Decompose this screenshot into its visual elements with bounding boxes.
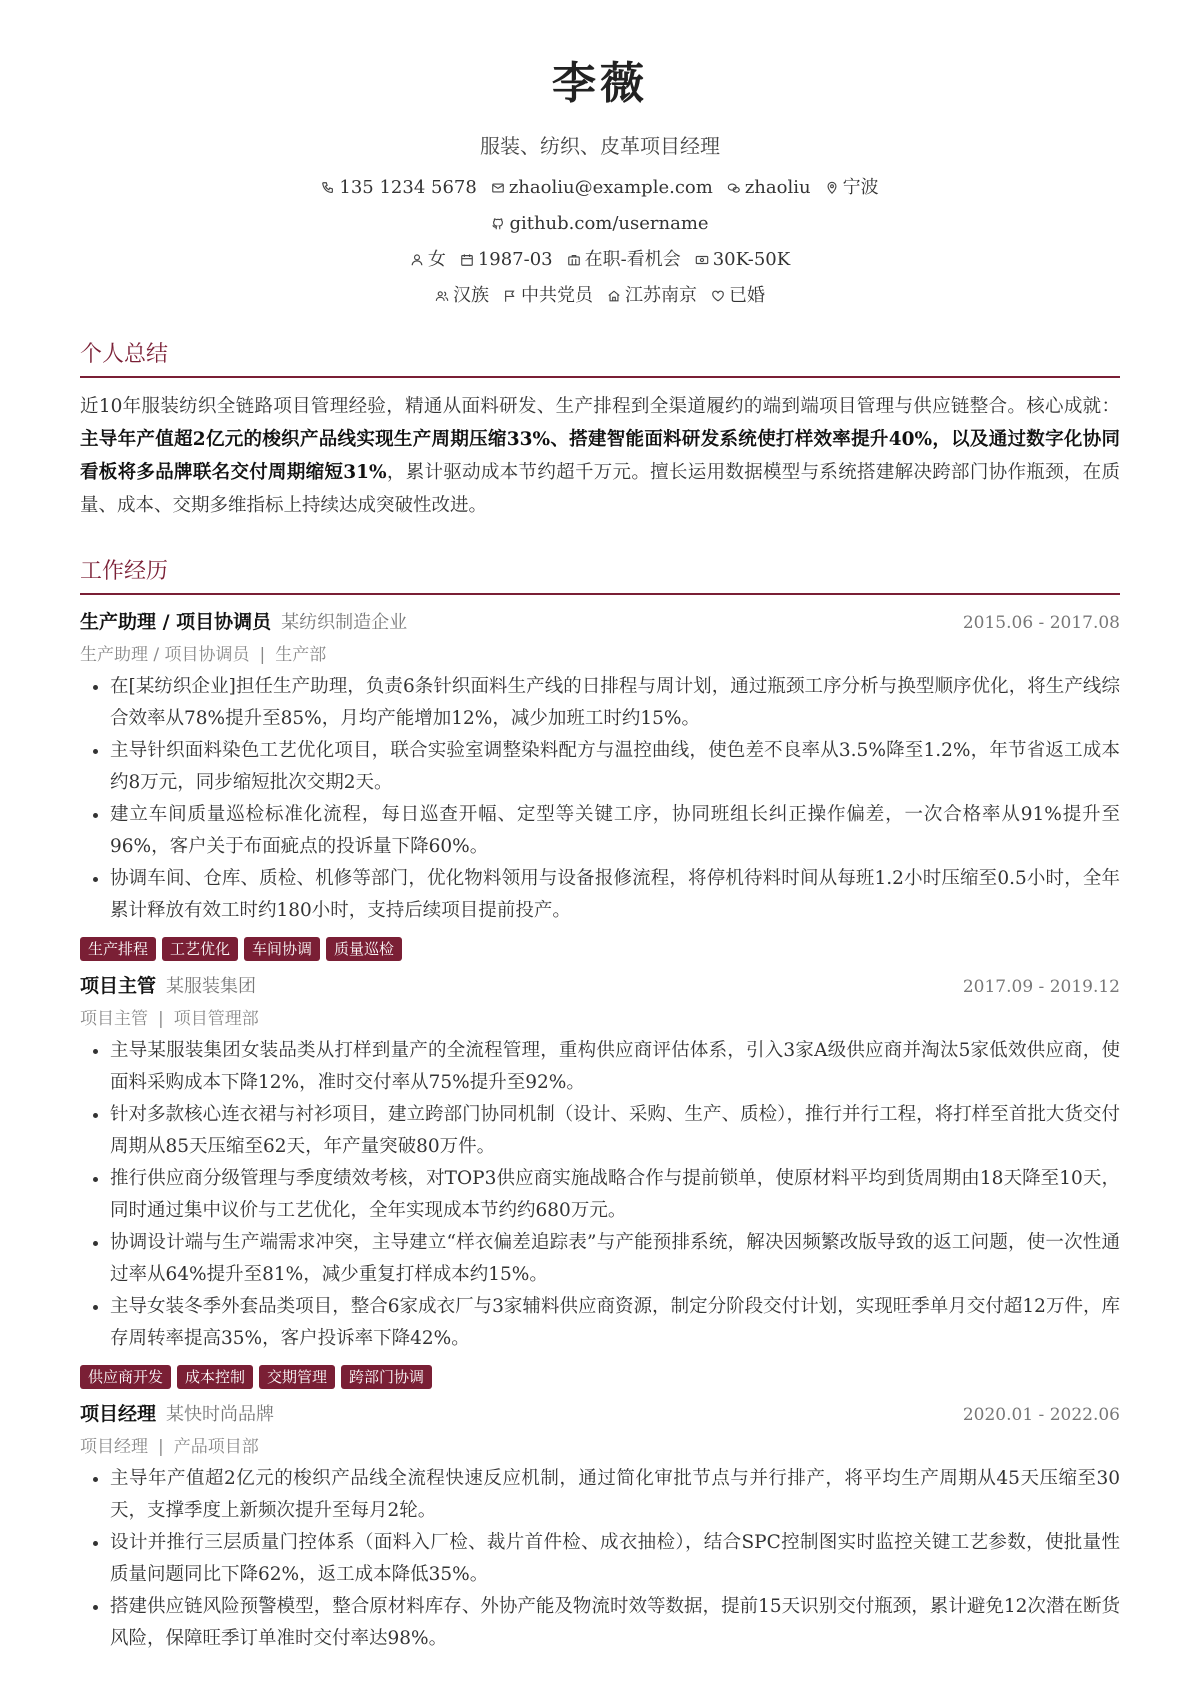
info-politics: 中共党员 [503,283,593,309]
info-ethnicity: 汉族 [435,283,489,309]
people-icon [435,289,449,303]
job-bullets [80,1035,1120,1355]
skill-tag: 质量巡检 [326,937,402,961]
job-entry [80,971,1120,1389]
job-title: 项目经理 [80,1403,157,1426]
job-title: 生产助理 / 项目协调员 [80,611,272,634]
job-role: 项目主管 [80,1009,148,1030]
job-role: 生产助理 / 项目协调员 [80,645,250,666]
skill-tag: 生产排程 [80,937,156,961]
job-bullet: • 主导针织面料染色工艺优化项目，联合实验室调整染料配方与温控曲线，使色差不良率从3.5%降至1.2%，年节省返工成本约8万元，同步缩短批次交期2天。 [110,735,1120,799]
job-list [80,607,1120,1655]
job-bullet: • 针对多款核心连衣裙与衬衫项目，建立跨部门协同机制（设计、采购、生产、质检），推行并行工程，将打样至首批大货交付周期从85天压缩至62天，年产量突破80万件。 [110,1099,1120,1163]
job-bullet: • 建立车间质量巡检标准化流程，每日巡查开幅、定型等关键工序，协同班组长纠正操作偏差，一次合格率从91%提升至96%，客户关于布面疵点的投诉量下降60%。 [110,799,1120,863]
job-role-separator: | [158,1009,164,1030]
job-title: 项目主管 [80,975,157,998]
info-gender: 女 [410,247,446,273]
contact-phone[interactable]: 135 1234 5678 [321,175,476,201]
job-company: 某服装集团 [166,976,257,998]
user-icon [410,253,424,267]
info-marital: 已婚 [711,283,765,309]
job-bullets [80,1463,1120,1655]
briefcase-icon [567,253,581,267]
contact-wechat[interactable]: zhaoliu [727,175,811,201]
job-bullets [80,671,1120,927]
job-bullet: • 搭建供应链风险预警模型，整合原材料库存、外协产能及物流时效等数据，提前15天识别交付瓶颈，累计避免12次潜在断货风险，保障旺季订单准时交付率达98%。 [110,1591,1120,1655]
phone-icon [321,181,335,195]
job-date: 2020.01 - 2022.06 [962,1405,1120,1426]
candidate-name: 李薇 [552,58,648,109]
job-entry [80,607,1120,961]
skill-tag: 交期管理 [259,1365,335,1389]
job-role-line [80,1432,1120,1457]
job-date: 2015.06 - 2017.08 [962,613,1120,634]
section-title-experience: 工作经历 [80,554,1120,595]
flag-icon [503,289,517,303]
mail-icon [491,181,505,195]
skill-tag: 跨部门协调 [341,1365,432,1389]
job-role-separator: | [158,1437,164,1458]
job-target: 服装、纺织、皮革项目经理 [480,134,720,159]
personal-line [80,247,1120,273]
skill-tag: 车间协调 [244,937,320,961]
info-hometown: 江苏南京 [607,283,697,309]
skill-tag: 成本控制 [177,1365,253,1389]
money-icon [695,253,709,267]
job-tags [80,1365,1120,1389]
info-birth: 1987-03 [460,247,553,273]
job-bullet: • 推行供应商分级管理与季度绩效考核，对TOP3供应商实施战略合作与提前锁单，使原材料平均到货周期由18天降至10天，同时通过集中议价与工艺优化，全年实现成本节约约680万元。 [110,1163,1120,1227]
job-role-line [80,640,1120,665]
job-company: 某纺织制造企业 [281,612,408,634]
info-status: 在职-看机会 [567,247,681,273]
summary-text: 近10年服装纺织全链路项目管理经验，精通从面料研发、生产排程到全渠道履约的端到端项目管理与供应链整合。核心成就：主导年产值超2亿元的梭织产品线实现生产周期压缩33%、搭建智能面料研发系统使打样效率提升40%，以及通过数字化协同看板将多品牌联名交付周期缩短31%，累计驱动成本节约超千万元。擅长运用数据模型与系统搭建解决跨部门协作瓶颈，在质量、成本、交期多维指标上持续达成突破性改进。 [80,396,1120,517]
job-header [80,607,1120,634]
skill-tag: 供应商开发 [80,1365,171,1389]
job-department: 项目管理部 [173,1009,259,1030]
experience-section [80,554,1120,1655]
job-bullet: • 在[某纺织企业]担任生产助理，负责6条针织面料生产线的日排程与周计划，通过瓶颈工序分析与换型顺序优化，将生产线综合效率从78%提升至85%，月均产能增加12%，减少加班工时约15%。 [110,671,1120,735]
location-icon [825,181,839,195]
job-bullet: • 协调车间、仓库、质检、机修等部门，优化物料领用与设备报修流程，将停机待料时间从每班1.2小时压缩至0.5小时，全年累计释放有效工时约180小时，支持后续项目提前投产。 [110,863,1120,927]
home-icon [607,289,621,303]
github-icon [491,217,505,231]
extra-line [80,283,1120,309]
skill-tag: 工艺优化 [162,937,238,961]
heart-icon [711,289,725,303]
job-bullet: • 主导女装冬季外套品类项目，整合6家成衣厂与3家辅料供应商资源，制定分阶段交付计划，实现旺季单月交付超12万件，库存周转率提高35%，客户投诉率下降42%。 [110,1291,1120,1355]
contact-email[interactable]: zhaoliu@example.com [491,175,713,201]
job-role: 项目经理 [80,1437,148,1458]
section-title-summary: 个人总结 [80,337,1120,378]
contact-line [80,175,1120,201]
job-bullet: • 协调设计端与生产端需求冲突，主导建立“样衣偏差追踪表”与产能预排系统，解决因频繁改版导致的返工问题，使一次性通过率从64%提升至81%，减少重复打样成本约15%。 [110,1227,1120,1291]
job-company: 某快时尚品牌 [166,1404,275,1426]
wechat-icon [727,181,741,195]
github-line [80,211,1120,237]
job-bullet: • 主导年产值超2亿元的梭织产品线全流程快速反应机制，通过简化审批节点与并行排产，将平均生产周期从45天压缩至30天，支撑季度上新频次提升至每月2轮。 [110,1463,1120,1527]
job-bullet: • 主导某服装集团女装品类从打样到量产的全流程管理，重构供应商评估体系，引入3家A级供应商并淘汰5家低效供应商，使面料采购成本下降12%，准时交付率从75%提升至92%。 [110,1035,1120,1099]
contact-location: 宁波 [825,175,879,201]
job-header [80,1399,1120,1426]
calendar-icon [460,253,474,267]
job-role-separator: | [259,645,266,666]
job-department: 产品项目部 [173,1437,259,1458]
contact-github[interactable]: github.com/username [491,211,708,237]
info-salary: 30K-50K [695,247,790,273]
job-date: 2017.09 - 2019.12 [962,977,1120,998]
job-tags [80,937,1120,961]
job-entry [80,1399,1120,1655]
summary-section [80,337,1120,522]
job-header [80,971,1120,998]
job-role-line [80,1004,1120,1029]
job-bullet: • 设计并推行三层质量门控体系（面料入厂检、裁片首件检、成衣抽检），结合SPC控制图实时监控关键工艺参数，使批量性质量问题同比下降62%，返工成本降低35%。 [110,1527,1120,1591]
job-department: 生产部 [275,645,327,666]
